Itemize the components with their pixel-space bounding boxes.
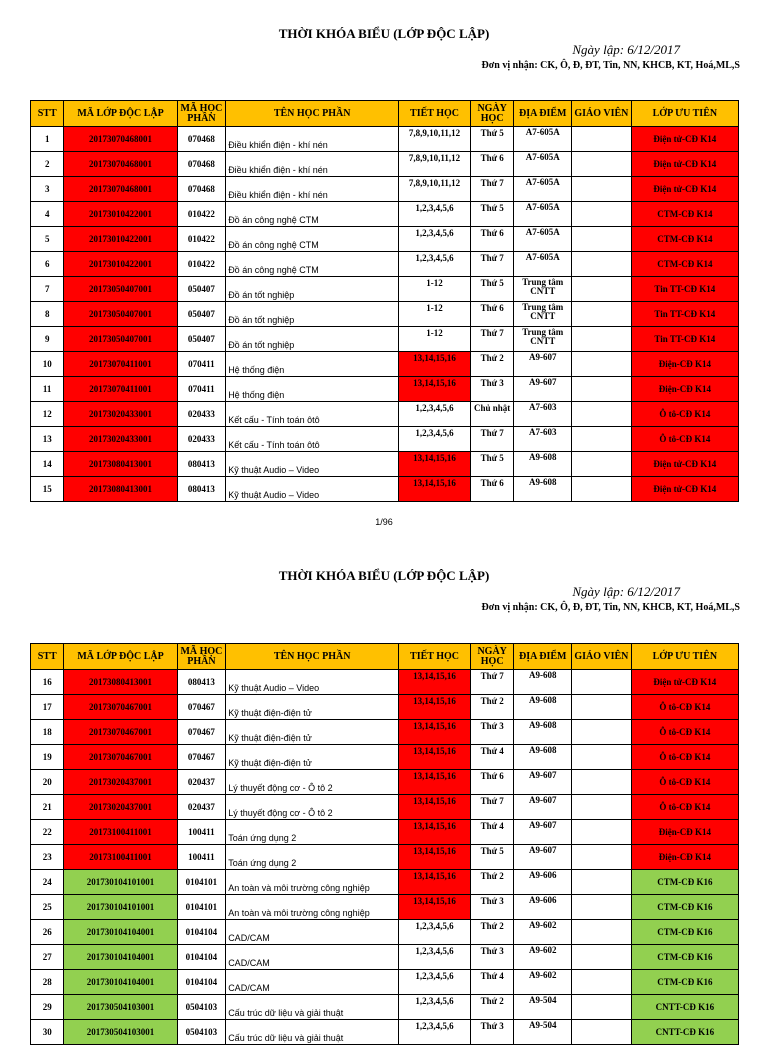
cell-ma-lop: 201730504103001	[64, 1020, 177, 1045]
cell-lop-uu-tien: Điện-CĐ K14	[631, 845, 738, 870]
cell-ma-hp: 0104101	[177, 870, 226, 895]
cell-ngay-hoc: Thứ 5	[470, 127, 513, 152]
cell-ma-lop: 201730104101001	[64, 870, 177, 895]
col-ngay-header: NGÀY HỌC	[470, 101, 513, 127]
cell-dia-diem: Trung tâm CNTT	[514, 327, 572, 352]
cell-tiet-hoc: 13,14,15,16	[399, 795, 471, 820]
cell-stt: 1	[31, 127, 64, 152]
cell-ma-hp: 0504103	[177, 995, 226, 1020]
cell-ma-hp: 0104104	[177, 970, 226, 995]
table-row	[31, 695, 739, 720]
cell-ma-lop: 20173070468001	[64, 152, 177, 177]
cell-ma-hp: 0104101	[177, 895, 226, 920]
cell-ngay-hoc: Thứ 4	[470, 745, 513, 770]
col-dia-diem-header: ĐỊA ĐIỂM	[514, 101, 572, 127]
cell-ngay-hoc: Thứ 2	[470, 995, 513, 1020]
cell-ma-lop: 20173080413001	[64, 452, 177, 477]
cell-ma-hp: 070467	[177, 720, 226, 745]
cell-stt: 17	[31, 695, 64, 720]
cell-lop-uu-tien: Điện tử-CĐ K14	[631, 152, 738, 177]
cell-dia-diem: A9-606	[514, 870, 572, 895]
cell-stt: 29	[31, 995, 64, 1020]
cell-giao-vien	[572, 870, 632, 895]
cell-ma-lop: 20173070467001	[64, 720, 177, 745]
cell-giao-vien	[572, 720, 632, 745]
cell-lop-uu-tien: Ô tô-CĐ K14	[631, 427, 738, 452]
cell-ma-lop: 201730104104001	[64, 945, 177, 970]
cell-lop-uu-tien: Điện tử-CĐ K14	[631, 477, 738, 502]
table-row	[31, 970, 739, 995]
cell-giao-vien	[572, 670, 632, 695]
cell-lop-uu-tien: Điện tử-CĐ K14	[631, 177, 738, 202]
cell-tiet-hoc: 1-12	[399, 327, 471, 352]
page-title: THỜI KHÓA BIỂU (LỚP ĐỘC LẬP)	[278, 26, 490, 41]
cell-lop-uu-tien: Ô tô-CĐ K14	[631, 745, 738, 770]
cell-ma-hp: 070411	[177, 377, 226, 402]
cell-stt: 20	[31, 770, 64, 795]
cell-tiet-hoc: 13,14,15,16	[399, 695, 471, 720]
cell-ma-hp: 010422	[177, 252, 226, 277]
col-giao-vien-header: GIÁO VIÊN	[572, 644, 632, 670]
cell-ten-hp: Đồ án tốt nghiệp	[226, 277, 399, 302]
cell-tiet-hoc: 13,14,15,16	[399, 352, 471, 377]
cell-dia-diem: A9-602	[514, 920, 572, 945]
cell-ngay-hoc: Thứ 3	[470, 377, 513, 402]
cell-giao-vien	[572, 995, 632, 1020]
col-ma-hp-header: MÃ HỌC PHẦN	[177, 101, 226, 127]
table-row	[31, 745, 739, 770]
cell-ngay-hoc: Thứ 5	[470, 202, 513, 227]
cell-lop-uu-tien: Tin TT-CĐ K14	[631, 277, 738, 302]
cell-tiet-hoc: 13,14,15,16	[399, 452, 471, 477]
cell-lop-uu-tien: Ô tô-CĐ K14	[631, 770, 738, 795]
cell-tiet-hoc: 1-12	[399, 302, 471, 327]
cell-dia-diem: A9-608	[514, 745, 572, 770]
cell-tiet-hoc: 1,2,3,4,5,6	[399, 1020, 471, 1045]
col-ten-hp-header: TÊN HỌC PHẦN	[226, 101, 399, 127]
cell-giao-vien	[572, 845, 632, 870]
cell-ma-lop: 20173070468001	[64, 177, 177, 202]
cell-lop-uu-tien: Điện-CĐ K14	[631, 377, 738, 402]
cell-dia-diem: A9-608	[514, 720, 572, 745]
cell-ma-lop: 20173020437001	[64, 770, 177, 795]
cell-ten-hp: Cấu trúc dữ liệu và giải thuật	[226, 995, 399, 1020]
cell-ngay-hoc: Thứ 5	[470, 277, 513, 302]
cell-ten-hp: Đồ án công nghệ CTM	[226, 252, 399, 277]
cell-dia-diem: A9-504	[514, 995, 572, 1020]
cell-dia-diem: A7-603	[514, 402, 572, 427]
cell-dia-diem: A9-607	[514, 377, 572, 402]
cell-ten-hp: Đồ án tốt nghiệp	[226, 327, 399, 352]
cell-lop-uu-tien: CNTT-CĐ K16	[631, 1020, 738, 1045]
cell-stt: 2	[31, 152, 64, 177]
cell-dia-diem: A9-608	[514, 670, 572, 695]
cell-ngay-hoc: Thứ 3	[470, 720, 513, 745]
table-row	[31, 1020, 739, 1045]
cell-ma-lop: 20173010422001	[64, 252, 177, 277]
cell-tiet-hoc: 13,14,15,16	[399, 895, 471, 920]
table-row	[31, 845, 739, 870]
col-giao-vien-header: GIÁO VIÊN	[572, 101, 632, 127]
col-ma-hp-header: MÃ HỌC PHẦN	[177, 644, 226, 670]
cell-tiet-hoc: 13,14,15,16	[399, 770, 471, 795]
cell-dia-diem: A7-605A	[514, 152, 572, 177]
cell-ma-lop: 20173100411001	[64, 820, 177, 845]
cell-ngay-hoc: Thứ 6	[470, 302, 513, 327]
col-stt-header: STT	[31, 644, 64, 670]
table-row	[31, 795, 739, 820]
cell-ngay-hoc: Thứ 6	[470, 152, 513, 177]
col-lop-uu-tien-header: LỚP ƯU TIÊN	[631, 644, 738, 670]
cell-ma-lop: 20173080413001	[64, 670, 177, 695]
cell-dia-diem: A9-607	[514, 845, 572, 870]
page-title: THỜI KHÓA BIỂU (LỚP ĐỘC LẬP)	[278, 568, 490, 583]
cell-ma-lop: 20173070467001	[64, 695, 177, 720]
cell-tiet-hoc: 13,14,15,16	[399, 670, 471, 695]
cell-ten-hp: Kỹ thuật Audio – Video	[226, 670, 399, 695]
cell-ngay-hoc: Thứ 4	[470, 820, 513, 845]
cell-dia-diem: A7-605A	[514, 177, 572, 202]
cell-ma-lop: 20173010422001	[64, 227, 177, 252]
cell-tiet-hoc: 1,2,3,4,5,6	[399, 202, 471, 227]
col-dia-diem-header: ĐỊA ĐIỂM	[514, 644, 572, 670]
cell-stt: 22	[31, 820, 64, 845]
table-row	[31, 870, 739, 895]
cell-stt: 27	[31, 945, 64, 970]
cell-ngay-hoc: Thứ 7	[470, 327, 513, 352]
cell-tiet-hoc: 13,14,15,16	[399, 870, 471, 895]
cell-ma-hp: 070411	[177, 352, 226, 377]
cell-lop-uu-tien: CTM-CĐ K16	[631, 895, 738, 920]
cell-ten-hp: Kỹ thuật điện-điện tử	[226, 720, 399, 745]
cell-lop-uu-tien: Ô tô-CĐ K14	[631, 720, 738, 745]
cell-dia-diem: A9-607	[514, 795, 572, 820]
cell-ma-lop: 201730104104001	[64, 920, 177, 945]
col-stt-header: STT	[31, 101, 64, 127]
cell-ten-hp: Điều khiển điện - khí nén	[226, 152, 399, 177]
cell-ma-hp: 050407	[177, 277, 226, 302]
recipients: Đơn vị nhận: CK, Ô, Đ, ĐT, Tin, NN, KHCB, KT, Hoá,ML,S	[481, 602, 740, 613]
cell-ten-hp: CAD/CAM	[226, 920, 399, 945]
cell-tiet-hoc: 1,2,3,4,5,6	[399, 227, 471, 252]
cell-dia-diem: Trung tâm CNTT	[514, 277, 572, 302]
cell-tiet-hoc: 7,8,9,10,11,12	[399, 152, 471, 177]
cell-ten-hp: Lý thuyết động cơ - Ô tô 2	[226, 770, 399, 795]
cell-ngay-hoc: Thứ 7	[470, 795, 513, 820]
cell-ten-hp: Điều khiển điện - khí nén	[226, 177, 399, 202]
cell-ma-hp: 020437	[177, 795, 226, 820]
cell-ma-hp: 080413	[177, 477, 226, 502]
cell-ten-hp: Đồ án công nghệ CTM	[226, 202, 399, 227]
cell-ten-hp: Hệ thống điện	[226, 352, 399, 377]
cell-ma-lop: 20173020437001	[64, 795, 177, 820]
cell-dia-diem: A9-608	[514, 452, 572, 477]
cell-dia-diem: A9-607	[514, 352, 572, 377]
cell-ngay-hoc: Thứ 6	[470, 477, 513, 502]
cell-ma-lop: 20173070411001	[64, 377, 177, 402]
cell-ma-lop: 20173050407001	[64, 277, 177, 302]
cell-dia-diem: Trung tâm CNTT	[514, 302, 572, 327]
cell-giao-vien	[572, 770, 632, 795]
cell-dia-diem: A9-602	[514, 970, 572, 995]
col-ma-lop-header: MÃ LỚP ĐỘC LẬP	[64, 101, 177, 127]
cell-ngay-hoc: Thứ 3	[470, 895, 513, 920]
cell-lop-uu-tien: CTM-CĐ K16	[631, 920, 738, 945]
cell-giao-vien	[572, 945, 632, 970]
col-ngay-header: NGÀY HỌC	[470, 644, 513, 670]
cell-ma-lop: 20173070467001	[64, 745, 177, 770]
cell-ten-hp: An toàn và môi trường công nghiệp	[226, 895, 399, 920]
cell-ten-hp: CAD/CAM	[226, 945, 399, 970]
cell-tiet-hoc: 1,2,3,4,5,6	[399, 970, 471, 995]
recipients: Đơn vị nhận: CK, Ô, Đ, ĐT, Tin, NN, KHCB, KT, Hoá,ML,S	[481, 60, 740, 71]
cell-lop-uu-tien: CTM-CĐ K16	[631, 945, 738, 970]
cell-ma-hp: 070468	[177, 177, 226, 202]
cell-stt: 13	[31, 427, 64, 452]
cell-ngay-hoc: Thứ 5	[470, 452, 513, 477]
cell-ngay-hoc: Chủ nhật	[470, 402, 513, 427]
cell-giao-vien	[572, 745, 632, 770]
cell-stt: 26	[31, 920, 64, 945]
header-row	[31, 644, 739, 670]
cell-ngay-hoc: Thứ 7	[470, 252, 513, 277]
cell-ten-hp: Kỹ thuật Audio – Video	[226, 452, 399, 477]
cell-stt: 15	[31, 477, 64, 502]
cell-ma-lop: 201730104101001	[64, 895, 177, 920]
cell-lop-uu-tien: Điện tử-CĐ K14	[631, 452, 738, 477]
cell-ma-hp: 080413	[177, 452, 226, 477]
cell-lop-uu-tien: CTM-CĐ K16	[631, 870, 738, 895]
table-row	[31, 920, 739, 945]
cell-dia-diem: A9-607	[514, 820, 572, 845]
cell-lop-uu-tien: CTM-CĐ K16	[631, 970, 738, 995]
cell-ma-hp: 0104104	[177, 920, 226, 945]
table-row	[31, 820, 739, 845]
cell-ma-lop: 20173050407001	[64, 302, 177, 327]
cell-tiet-hoc: 1,2,3,4,5,6	[399, 427, 471, 452]
cell-tiet-hoc: 13,14,15,16	[399, 845, 471, 870]
col-tiet-header: TIẾT HỌC	[399, 101, 471, 127]
cell-ngay-hoc: Thứ 7	[470, 670, 513, 695]
cell-ten-hp: CAD/CAM	[226, 970, 399, 995]
cell-ma-lop: 20173020433001	[64, 402, 177, 427]
table-row	[31, 995, 739, 1020]
cell-lop-uu-tien: Điện tử-CĐ K14	[631, 127, 738, 152]
cell-dia-diem: A7-603	[514, 427, 572, 452]
cell-ngay-hoc: Thứ 4	[470, 970, 513, 995]
cell-ma-hp: 080413	[177, 670, 226, 695]
cell-ma-hp: 070467	[177, 745, 226, 770]
col-ten-hp-header: TÊN HỌC PHẦN	[226, 644, 399, 670]
cell-dia-diem: A9-608	[514, 477, 572, 502]
cell-lop-uu-tien: Tin TT-CĐ K14	[631, 327, 738, 352]
cell-ten-hp: Kết cấu - Tính toán ôtô	[226, 402, 399, 427]
cell-lop-uu-tien: Ô tô-CĐ K14	[631, 795, 738, 820]
cell-dia-diem: A9-608	[514, 695, 572, 720]
cell-dia-diem: A9-504	[514, 1020, 572, 1045]
cell-ten-hp: Toán ứng dụng 2	[226, 845, 399, 870]
cell-ngay-hoc: Thứ 6	[470, 770, 513, 795]
table-row	[31, 945, 739, 970]
cell-stt: 28	[31, 970, 64, 995]
cell-ten-hp: Kỹ thuật Audio – Video	[226, 477, 399, 502]
cell-giao-vien	[572, 820, 632, 845]
cell-stt: 21	[31, 795, 64, 820]
cell-lop-uu-tien: Ô tô-CĐ K14	[631, 402, 738, 427]
cell-dia-diem: A7-605A	[514, 227, 572, 252]
date-created: Ngày lập: 6/12/2017	[572, 584, 680, 599]
cell-stt: 24	[31, 870, 64, 895]
cell-ma-hp: 0504103	[177, 1020, 226, 1045]
cell-stt: 5	[31, 227, 64, 252]
cell-tiet-hoc: 1-12	[399, 277, 471, 302]
cell-ma-lop: 20173010422001	[64, 202, 177, 227]
cell-ma-lop: 201730504103001	[64, 995, 177, 1020]
col-tiet-header: TIẾT HỌC	[399, 644, 471, 670]
cell-stt: 11	[31, 377, 64, 402]
cell-tiet-hoc: 13,14,15,16	[399, 820, 471, 845]
cell-ma-hp: 050407	[177, 327, 226, 352]
cell-ma-hp: 070467	[177, 695, 226, 720]
cell-ten-hp: Đồ án tốt nghiệp	[226, 302, 399, 327]
cell-ngay-hoc: Thứ 7	[470, 177, 513, 202]
cell-stt: 18	[31, 720, 64, 745]
cell-dia-diem: A7-605A	[514, 252, 572, 277]
date-created: Ngày lập: 6/12/2017	[572, 42, 680, 57]
cell-ma-hp: 070468	[177, 127, 226, 152]
page-number: 1/96	[375, 517, 393, 527]
cell-ten-hp: Cấu trúc dữ liệu và giải thuật	[226, 1020, 399, 1045]
cell-stt: 16	[31, 670, 64, 695]
table-body	[31, 670, 739, 1045]
cell-dia-diem: A9-602	[514, 945, 572, 970]
cell-tiet-hoc: 7,8,9,10,11,12	[399, 177, 471, 202]
cell-stt: 25	[31, 895, 64, 920]
cell-ma-lop: 20173070411001	[64, 352, 177, 377]
cell-stt: 30	[31, 1020, 64, 1045]
table-row	[31, 770, 739, 795]
cell-dia-diem: A9-606	[514, 895, 572, 920]
cell-stt: 8	[31, 302, 64, 327]
cell-lop-uu-tien: CNTT-CĐ K16	[631, 995, 738, 1020]
cell-tiet-hoc: 13,14,15,16	[399, 720, 471, 745]
cell-ngay-hoc: Thứ 2	[470, 352, 513, 377]
cell-giao-vien	[572, 695, 632, 720]
cell-tiet-hoc: 1,2,3,4,5,6	[399, 252, 471, 277]
cell-ten-hp: Hệ thống điện	[226, 377, 399, 402]
cell-ma-hp: 020433	[177, 402, 226, 427]
col-lop-uu-tien-header: LỚP ƯU TIÊN	[631, 101, 738, 127]
cell-ngay-hoc: Thứ 2	[470, 870, 513, 895]
cell-ten-hp: Kỹ thuật điện-điện tử	[226, 745, 399, 770]
cell-lop-uu-tien: CTM-CĐ K14	[631, 252, 738, 277]
cell-tiet-hoc: 1,2,3,4,5,6	[399, 402, 471, 427]
cell-ten-hp: Lý thuyết động cơ - Ô tô 2	[226, 795, 399, 820]
cell-ten-hp: An toàn và môi trường công nghiệp	[226, 870, 399, 895]
cell-giao-vien	[572, 895, 632, 920]
cell-giao-vien	[572, 920, 632, 945]
cell-ma-lop: 201730104104001	[64, 970, 177, 995]
cell-ten-hp: Kết cấu - Tính toán ôtô	[226, 427, 399, 452]
cell-ma-hp: 100411	[177, 845, 226, 870]
cell-stt: 14	[31, 452, 64, 477]
cell-ngay-hoc: Thứ 3	[470, 1020, 513, 1045]
cell-lop-uu-tien: Tin TT-CĐ K14	[631, 302, 738, 327]
cell-tiet-hoc: 1,2,3,4,5,6	[399, 945, 471, 970]
cell-stt: 3	[31, 177, 64, 202]
cell-lop-uu-tien: Ô tô-CĐ K14	[631, 695, 738, 720]
cell-tiet-hoc: 1,2,3,4,5,6	[399, 920, 471, 945]
cell-ma-lop: 20173050407001	[64, 327, 177, 352]
cell-giao-vien	[572, 1020, 632, 1045]
cell-ma-hp: 020433	[177, 427, 226, 452]
cell-dia-diem: A9-607	[514, 770, 572, 795]
cell-lop-uu-tien: CTM-CĐ K14	[631, 202, 738, 227]
cell-giao-vien	[572, 795, 632, 820]
cell-ngay-hoc: Thứ 7	[470, 427, 513, 452]
cell-tiet-hoc: 13,14,15,16	[399, 477, 471, 502]
schedule-table	[30, 643, 739, 1045]
cell-ngay-hoc: Thứ 2	[470, 920, 513, 945]
cell-lop-uu-tien: Điện-CĐ K14	[631, 352, 738, 377]
cell-dia-diem: A7-605A	[514, 202, 572, 227]
cell-stt: 19	[31, 745, 64, 770]
cell-stt: 9	[31, 327, 64, 352]
cell-ten-hp: Kỹ thuật điện-điện tử	[226, 695, 399, 720]
cell-ma-hp: 0104104	[177, 945, 226, 970]
cell-stt: 10	[31, 352, 64, 377]
cell-tiet-hoc: 7,8,9,10,11,12	[399, 127, 471, 152]
cell-ma-hp: 050407	[177, 302, 226, 327]
cell-giao-vien	[572, 970, 632, 995]
cell-ngay-hoc: Thứ 5	[470, 845, 513, 870]
cell-tiet-hoc: 1,2,3,4,5,6	[399, 995, 471, 1020]
cell-dia-diem: A7-605A	[514, 127, 572, 152]
cell-ma-hp: 010422	[177, 227, 226, 252]
cell-lop-uu-tien: Điện-CĐ K14	[631, 820, 738, 845]
cell-ten-hp: Đồ án công nghệ CTM	[226, 227, 399, 252]
cell-ma-lop: 20173080413001	[64, 477, 177, 502]
cell-stt: 4	[31, 202, 64, 227]
table-row	[31, 720, 739, 745]
col-ma-lop-header: MÃ LỚP ĐỘC LẬP	[64, 644, 177, 670]
cell-ten-hp: Điều khiển điện - khí nén	[226, 127, 399, 152]
cell-ma-lop: 20173070468001	[64, 127, 177, 152]
table-row	[31, 670, 739, 695]
cell-tiet-hoc: 13,14,15,16	[399, 377, 471, 402]
cell-ma-lop: 20173020433001	[64, 427, 177, 452]
cell-stt: 6	[31, 252, 64, 277]
cell-ten-hp: Toán ứng dụng 2	[226, 820, 399, 845]
cell-ma-hp: 100411	[177, 820, 226, 845]
cell-stt: 23	[31, 845, 64, 870]
cell-ma-lop: 20173100411001	[64, 845, 177, 870]
cell-ma-hp: 020437	[177, 770, 226, 795]
cell-ma-hp: 070468	[177, 152, 226, 177]
cell-ngay-hoc: Thứ 6	[470, 227, 513, 252]
cell-ngay-hoc: Thứ 3	[470, 945, 513, 970]
cell-ngay-hoc: Thứ 2	[470, 695, 513, 720]
cell-lop-uu-tien: Điện tử-CĐ K14	[631, 670, 738, 695]
cell-lop-uu-tien: CTM-CĐ K14	[631, 227, 738, 252]
cell-stt: 7	[31, 277, 64, 302]
table-header	[31, 644, 739, 670]
cell-ma-hp: 010422	[177, 202, 226, 227]
cell-tiet-hoc: 13,14,15,16	[399, 745, 471, 770]
table-row	[31, 895, 739, 920]
cell-stt: 12	[31, 402, 64, 427]
